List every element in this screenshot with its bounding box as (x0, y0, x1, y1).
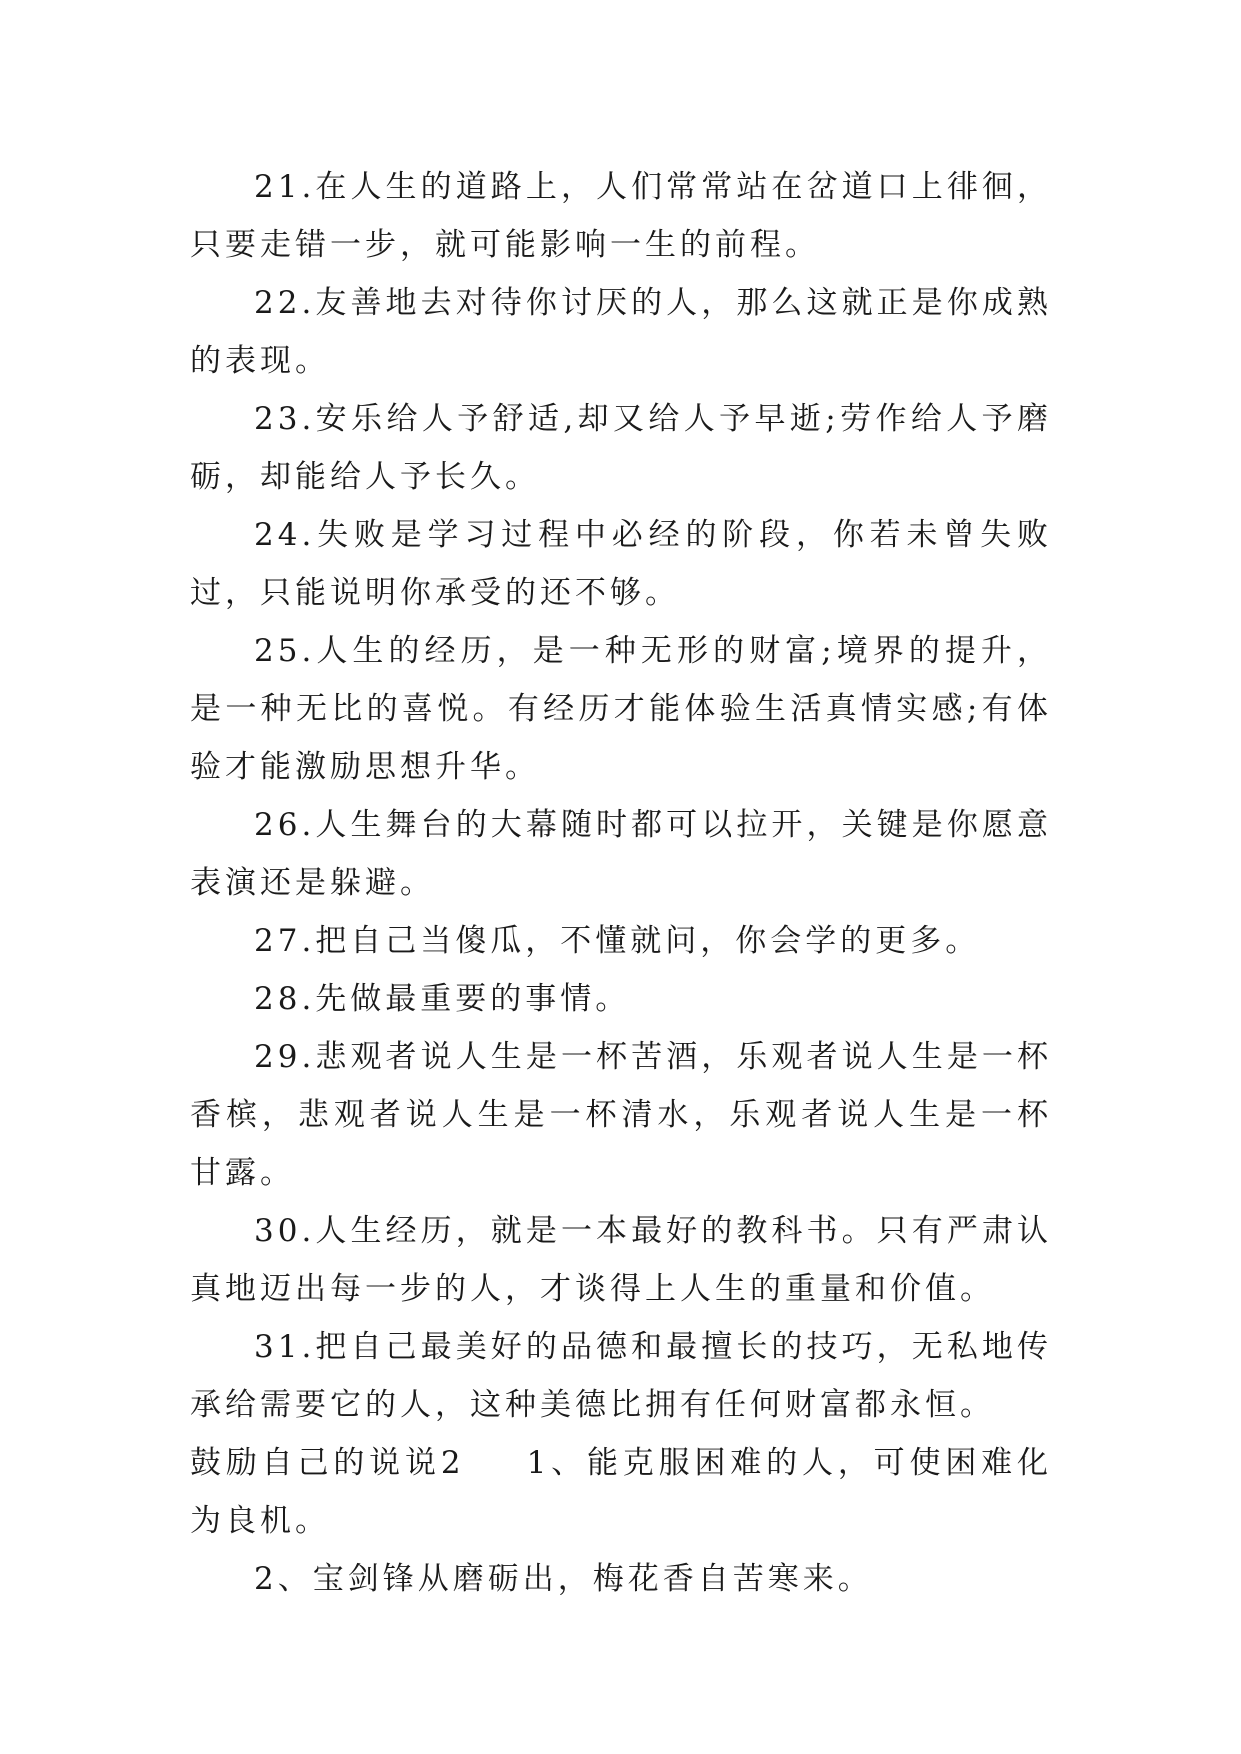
paragraph-30: 30.人生经历，就是一本最好的教科书。只有严肃认真地迈出每一步的人，才谈得上人生的重量和价值。 (190, 1213, 1052, 1307)
paragraph-22: 22.友善地去对待你讨厌的人，那么这就正是你成熟的表现。 (190, 285, 1052, 379)
section-heading: 鼓励自己的说说2 (190, 1445, 465, 1481)
paragraph-27: 27.把自己当傻瓜，不懂就问，你会学的更多。 (254, 923, 981, 959)
paragraph-25: 25.人生的经历，是一种无形的财富;境界的提升，是一种无比的喜悦。有经历才能体验生活真情实感;有体验才能激励思想升华。 (190, 633, 1052, 785)
paragraph-23: 23.安乐给人予舒适,却又给人予早逝;劳作给人予磨砺，却能给人予长久。 (190, 401, 1052, 495)
paragraph-31: 31.把自己最美好的品德和最擅长的技巧，无私地传承给需要它的人，这种美德比拥有任何财富都永恒。 (190, 1329, 1052, 1423)
paragraph-24: 24.失败是学习过程中必经的阶段，你若未曾失败过，只能说明你承受的还不够。 (190, 517, 1052, 611)
paragraph-21: 21.在人生的道路上，人们常常站在岔道口上徘徊，只要走错一步，就可能影响一生的前程。 (190, 169, 1052, 263)
paragraph-29: 29.悲观者说人生是一杯苦酒，乐观者说人生是一杯香槟，悲观者说人生是一杯清水，乐观者说人生是一杯甘露。 (190, 1039, 1052, 1191)
section-heading-line (190, 1434, 1052, 1550)
section-item-1: 1、能克服困难的人，可使困难化为良机。 (190, 1445, 1052, 1539)
paragraph-28: 28.先做最重要的事情。 (254, 981, 631, 1017)
paragraph-26: 26.人生舞台的大幕随时都可以拉开，关键是你愿意表演还是躲避。 (190, 807, 1052, 901)
document-body (190, 158, 1052, 1608)
section-item-2: 2、宝剑锋从磨砺出，梅花香自苦寒来。 (254, 1561, 873, 1597)
